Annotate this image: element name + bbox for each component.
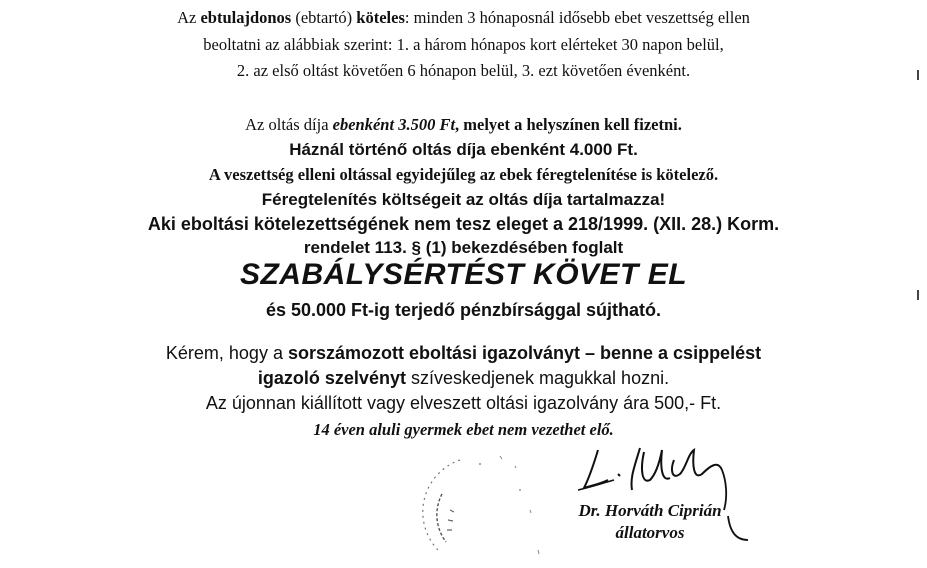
intro-line-1-post: : minden 3 hónaposnál idősebb ebet veszettség ellen xyxy=(404,8,750,27)
deworming-included: Féregtelenítés költségeit az oltás díja tartalmazza! xyxy=(261,190,666,209)
signatory-title: állatorvos xyxy=(615,523,685,542)
violation-line-2: rendelet 113. § (1) bekezdésében foglalt xyxy=(303,238,624,257)
signature-block xyxy=(540,500,760,544)
request-line-1 xyxy=(0,343,927,364)
scan-mark-middle xyxy=(917,290,919,300)
request-line-2 xyxy=(0,368,927,389)
official-stamp xyxy=(420,450,540,568)
request-certificate-term: sorszámozott eboltási igazolványt – benne a csippelést xyxy=(287,343,762,363)
fee-line-1 xyxy=(0,115,927,135)
intro-line-2: beoltatni az alábbiak szerint: 1. a három hónapos kort elérteket 30 napon belül, xyxy=(203,35,724,54)
request-line-1-pre: Kérem, hogy a xyxy=(165,343,288,363)
request-line-2-post: szíveskedjenek magukkal hozni. xyxy=(405,368,670,388)
scan-mark-top xyxy=(917,70,919,80)
deworming-required: A veszettség elleni oltással egyidejűleg az ebek féregtelenítése is kötelező. xyxy=(208,165,719,184)
fee-amount: ebenként 3.500 Ft xyxy=(332,115,456,134)
fee-line-1-post: , melyet a helyszínen kell fizetni. xyxy=(455,115,682,134)
violation-headline: SZABÁLYSÉRTÉST KÖVET EL xyxy=(239,258,688,291)
age-restriction: 14 éven aluli gyermek ebet nem vezethet elő. xyxy=(313,420,614,439)
fine-line: és 50.000 Ft-ig terjedő pénzbírsággal sújtható. xyxy=(265,300,662,320)
intro-line-3: 2. az első oltást követően 6 hónapon belül, 3. ezt követően évenként. xyxy=(236,61,691,80)
request-voucher-term: igazoló szelvényt xyxy=(257,368,406,388)
certificate-price: Az újonnan kiállított vagy elveszett oltási igazolvány ára 500,- Ft. xyxy=(205,393,722,413)
intro-line-1-pre: Az xyxy=(177,8,201,27)
home-visit-fee: Háznál történő oltás díja ebenként 4.000 Ft. xyxy=(289,140,638,159)
intro-owner-term: ebtulajdonos xyxy=(200,8,292,27)
intro-line-1 xyxy=(0,8,927,28)
violation-line-1: Aki eboltási kötelezettségének nem tesz eleget a 218/1999. (XII. 28.) Korm. xyxy=(147,214,780,234)
signatory-name: Dr. Horváth Ciprián xyxy=(578,501,722,520)
intro-obligation-term: köteles xyxy=(356,8,405,27)
fee-line-1-pre: Az oltás díja xyxy=(245,115,333,134)
intro-line-1-mid: (ebtartó) xyxy=(291,8,357,27)
